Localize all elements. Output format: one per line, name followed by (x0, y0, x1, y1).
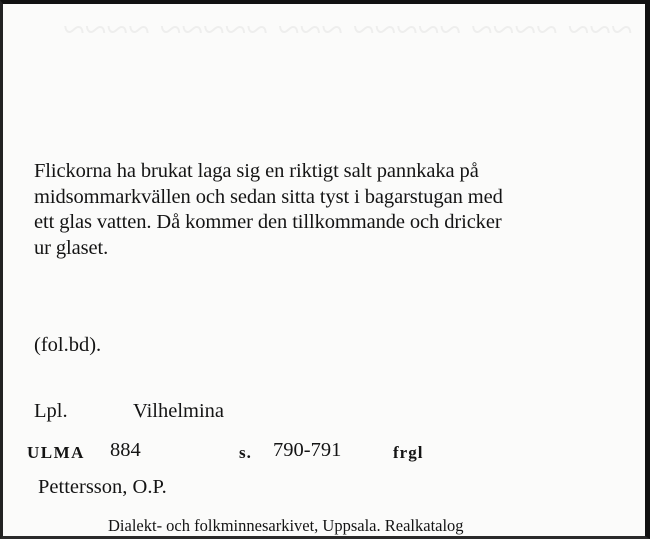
place-value: Vilhelmina (133, 400, 224, 422)
archive-number: 884 (110, 439, 141, 461)
body-line: ur glaset. (34, 236, 109, 259)
reverse-show-through: ~~~ ~~~~ ~~~~~ ~~~ ~~~~~ ~~~~ (63, 10, 633, 52)
category-code: frgl (393, 443, 424, 462)
pages-value: 790-791 (273, 439, 342, 461)
card-body-text (34, 159, 624, 261)
reference-row (3, 439, 650, 467)
place-label: Lpl. (34, 400, 68, 422)
body-line: Flickorna ha brukat laga sig en riktigt salt pannkaka på (34, 160, 479, 182)
archive-footer: Dialekt- och folkminnesarkivet, Uppsala. Realkatalog (108, 516, 464, 535)
collector-name: Pettersson, O.P. (38, 476, 167, 498)
body-line: ett glas vatten. Då kommer den tillkommande och dricker (34, 211, 502, 233)
body-line: midsommarkvällen och sedan sitta tyst i bagarstugan med (34, 185, 503, 208)
fol-note: (fol.bd). (34, 334, 102, 356)
pages-label: s. (239, 443, 252, 462)
archive-code: ULMA (27, 443, 85, 462)
